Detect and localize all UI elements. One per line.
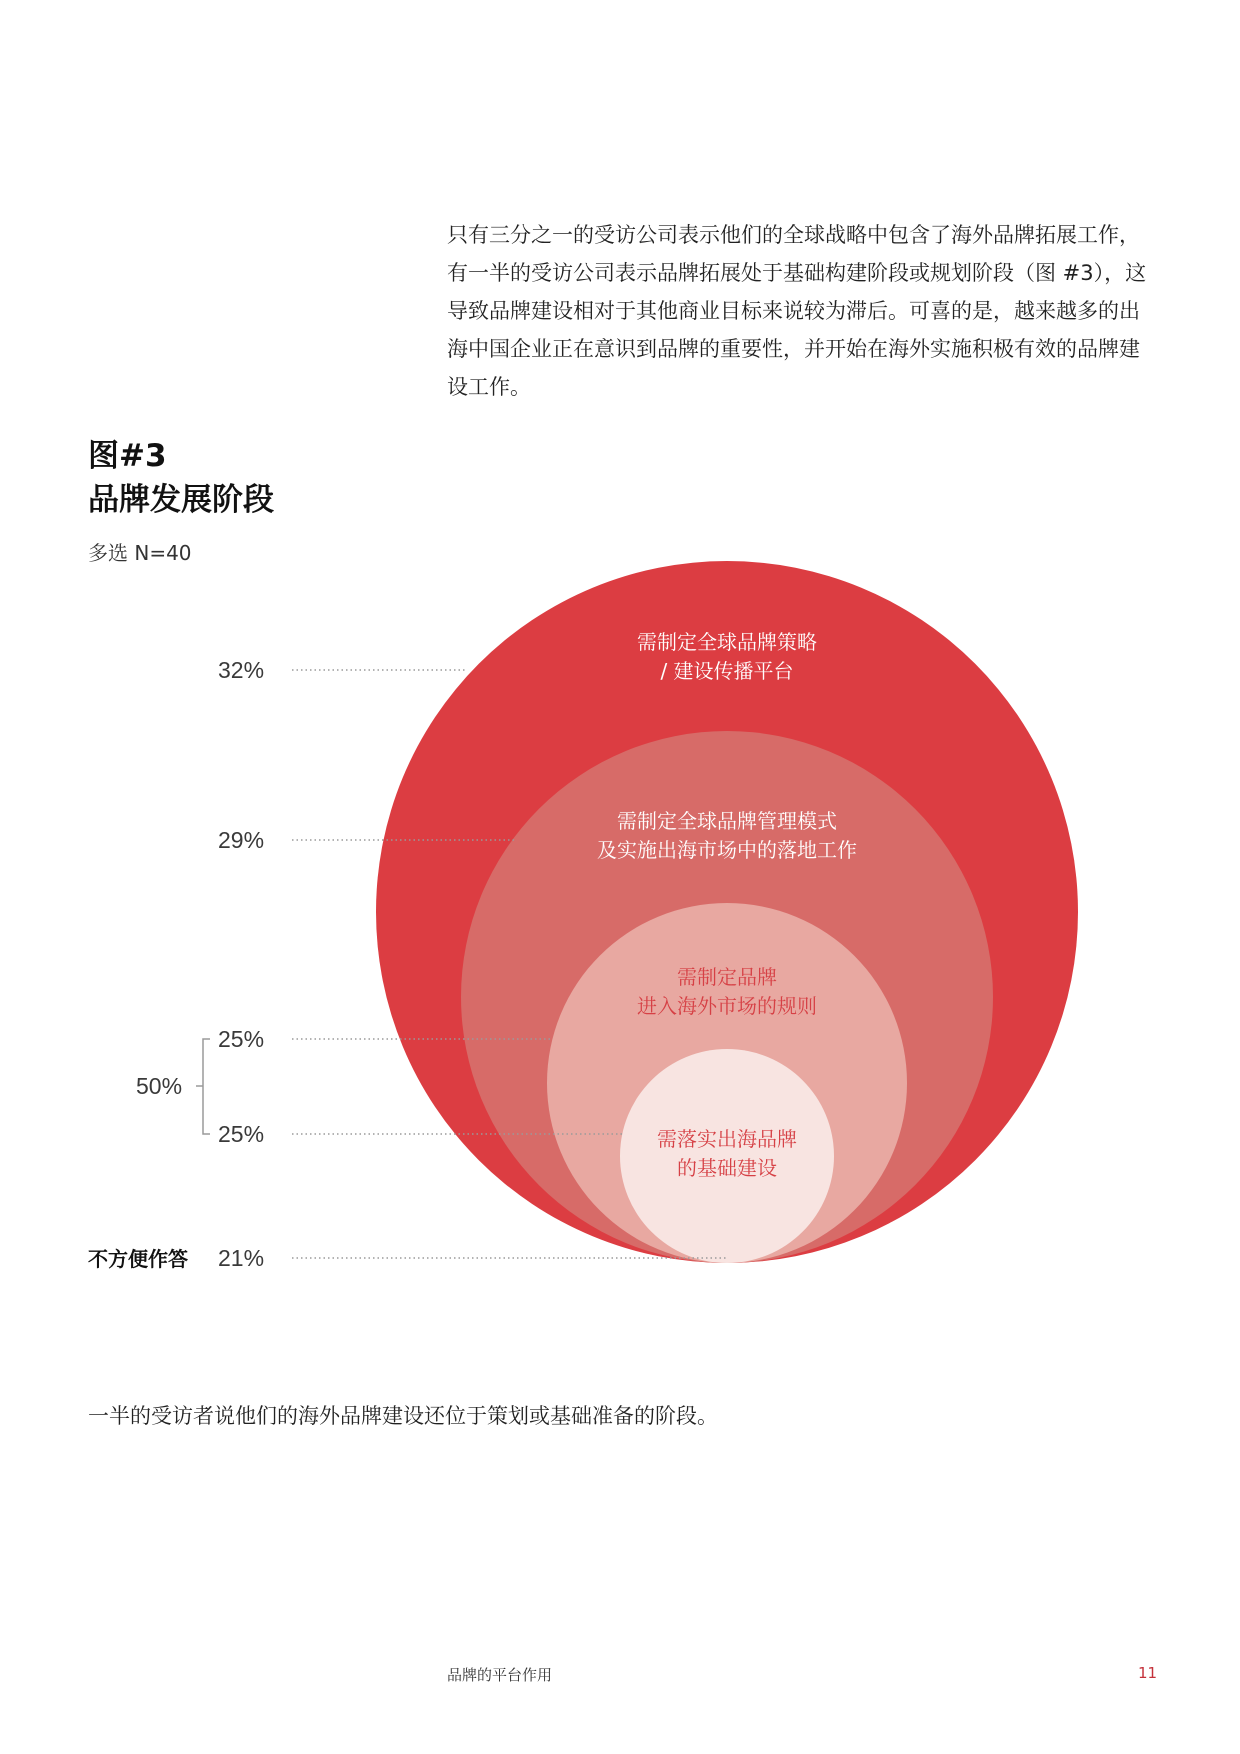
percent-label-stage-3: 25% [218, 1026, 265, 1052]
no-answer-label: 不方便作答 [88, 1247, 188, 1271]
stage-1-label-line2: / 建设传播平台 [660, 659, 794, 683]
percent-label-stage-2: 29% [218, 827, 265, 853]
figure-title: 品牌发展阶段 [88, 482, 274, 518]
percent-label-group: 50% [136, 1073, 183, 1099]
percent-label-no-answer: 21% [218, 1245, 265, 1271]
stage-3-label-line2: 进入海外市场的规则 [637, 994, 817, 1018]
page-number: 11 [1138, 1664, 1158, 1682]
figure-caption: 一半的受访者说他们的海外品牌建设还位于策划或基础准备的阶段。 [88, 1404, 718, 1428]
footer-title: 品牌的平台作用 [447, 1666, 553, 1684]
group-bracket [196, 1039, 210, 1134]
stage-2-label-line2: 及实施出海市场中的落地工作 [597, 838, 857, 862]
percent-label-stage-1: 32% [218, 657, 265, 683]
stage-4-label-line2: 的基础建设 [677, 1156, 777, 1180]
intro-paragraph: 只有三分之一的受访公司表示他们的全球战略中包含了海外品牌拓展工作，有一半的受访公司表示品牌拓展处于基础构建阶段或规划阶段（图 #3），这导致品牌建设相对于其他商业目标来说较为滞后。可喜的是，越来越多的出海中国企业正在意识到品牌的重要性，并开始在海外实施积极有效的品牌建设工作。 [447, 223, 1147, 399]
stage-4-label-line1: 需落实出海品牌 [657, 1127, 797, 1151]
stage-1-label-line1: 需制定全球品牌策略 [637, 630, 817, 654]
figure-number: 图#3 [88, 438, 167, 474]
stage-3-label-line1: 需制定品牌 [677, 965, 777, 989]
percent-label-stage-4: 25% [218, 1121, 265, 1147]
figure-subtitle: 多选 N=40 [88, 541, 192, 565]
stage-2-label-line1: 需制定全球品牌管理模式 [617, 809, 837, 833]
